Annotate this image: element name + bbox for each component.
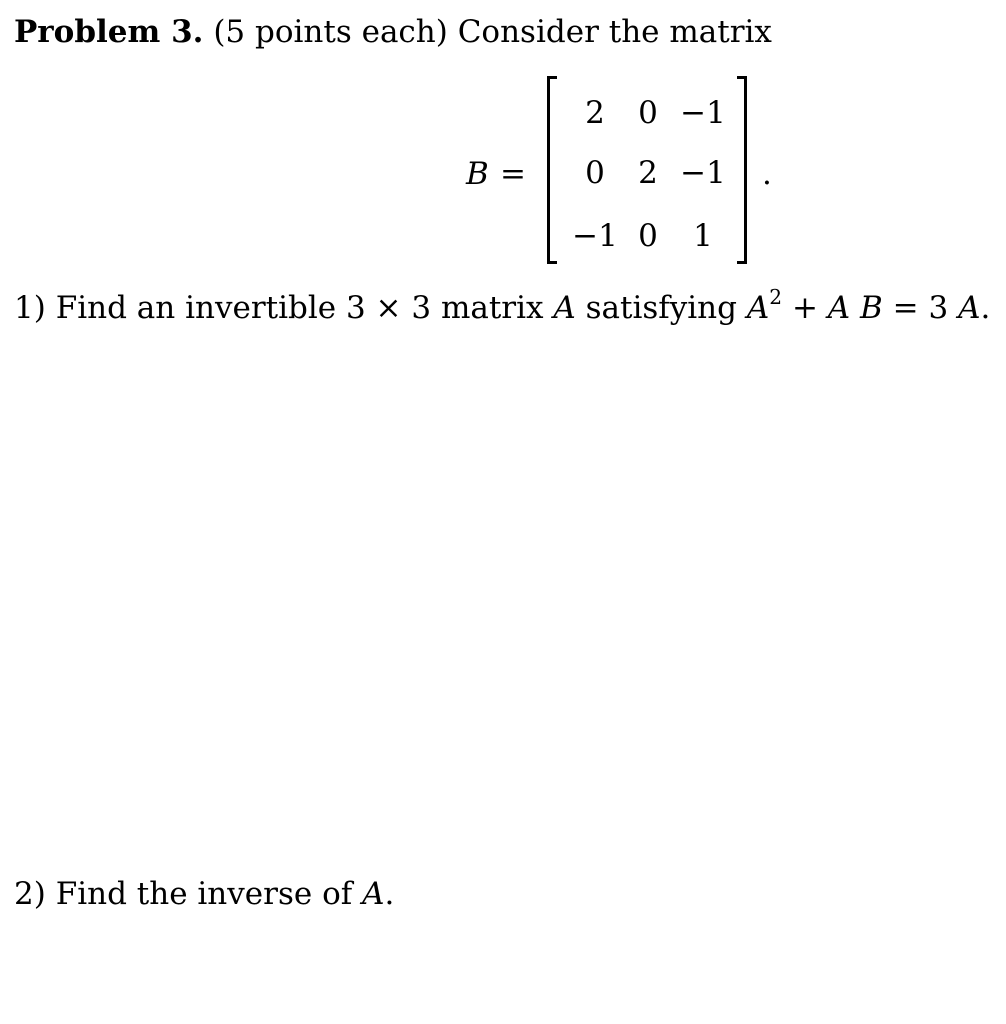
problem-points: (5 points each) xyxy=(213,14,448,50)
equals-sign: = xyxy=(500,156,526,192)
part-1-equals: = xyxy=(892,290,919,326)
part-1-eq-a2: A xyxy=(958,290,981,326)
matrix-period: . xyxy=(762,156,772,192)
part-2-var: A xyxy=(362,876,385,912)
problem-label: Problem 3. xyxy=(14,14,204,50)
part-2-end: . xyxy=(384,876,395,912)
part-1-var: A xyxy=(553,290,576,326)
part-1-text-b: satisfying xyxy=(585,290,737,326)
matrix-cell: 2 xyxy=(585,95,605,131)
part-2 xyxy=(14,876,395,912)
matrix-cell: 1 xyxy=(693,218,713,254)
matrix-cell: 2 xyxy=(638,155,658,191)
problem-intro: Consider the matrix xyxy=(457,14,772,50)
part-1-plus: + xyxy=(791,290,818,326)
matrix-name: B xyxy=(466,156,489,192)
right-bracket xyxy=(737,76,747,264)
part-1 xyxy=(14,284,991,326)
matrix-cell: −1 xyxy=(572,218,618,254)
matrix-cell: 0 xyxy=(638,218,658,254)
part-1-ab: A B xyxy=(827,290,883,326)
part-2-text: Find the inverse of xyxy=(55,876,353,912)
part-2-number: 2) xyxy=(14,876,46,912)
left-bracket xyxy=(547,76,557,264)
matrix-cell: 0 xyxy=(585,155,605,191)
part-1-coef: 3 xyxy=(928,290,949,326)
part-1-text: Find an invertible 3 × 3 matrix xyxy=(55,290,544,326)
part-1-number: 1) xyxy=(14,290,46,326)
matrix-cell: 0 xyxy=(638,95,658,131)
matrix-cell: −1 xyxy=(680,155,726,191)
matrix-cell: −1 xyxy=(680,95,726,131)
part-1-exponent: 2 xyxy=(769,284,783,309)
part-1-end: . xyxy=(980,290,991,326)
problem-header xyxy=(14,14,772,50)
part-1-eq-a: A xyxy=(746,290,770,326)
